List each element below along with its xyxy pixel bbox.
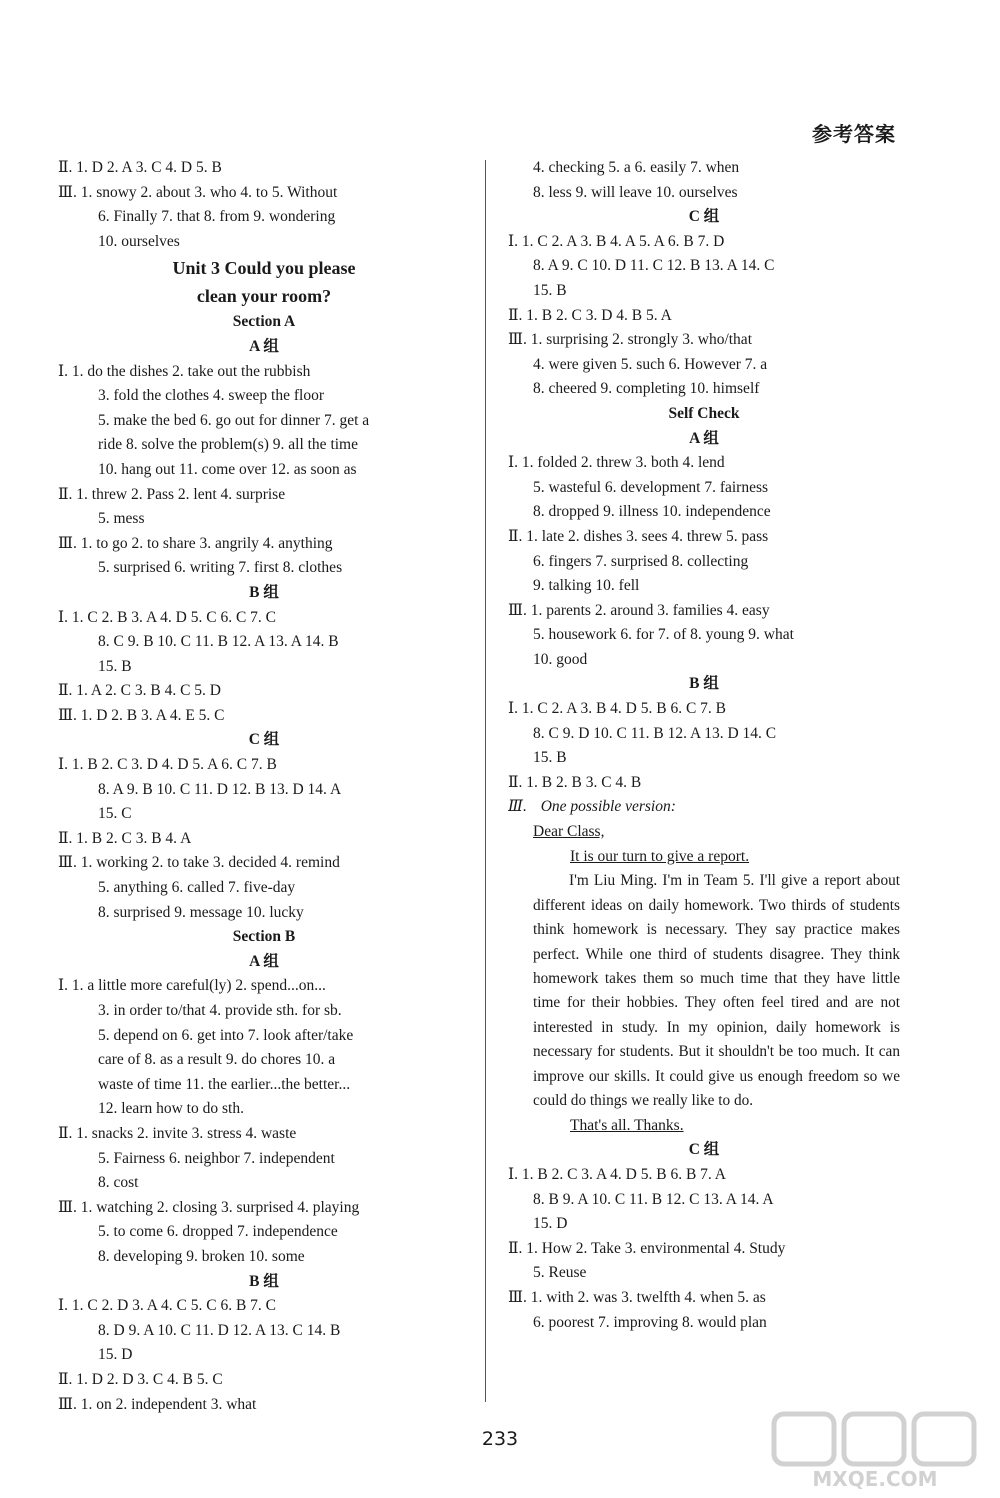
answer-line: Ⅲ. 1. on 2. independent 3. what [58,1395,257,1413]
answer-line: Ⅱ. 1. B 2. B 3. C 4. B [508,773,642,791]
answer-line: 8. A 9. B 10. C 11. D 12. B 13. D 14. A [98,780,342,798]
answer-line: 5. mess [98,510,145,528]
answer-line: 8. C 9. D 10. C 11. B 12. A 13. D 14. C [533,724,777,742]
answer-line: Ⅰ. 1. folded 2. threw 3. both 4. lend [508,454,725,472]
right-answer-column [508,156,900,1335]
group-heading: Section B [232,928,296,946]
answer-line: 10. hang out 11. come over 12. as soon as [98,460,357,478]
answer-line: Ⅰ. 1. do the dishes 2. take out the rubbish [58,362,311,380]
answer-line: 5. make the bed 6. go out for dinner 7. get a [98,411,370,429]
answer-line: 15. B [533,281,567,299]
answer-line: Ⅱ. 1. threw 2. Pass 2. lent 4. surprise [58,485,286,503]
answer-line: 5. housework 6. for 7. of 8. young 9. what [533,626,794,644]
answer-line: Ⅲ. 1. parents 2. around 3. families 4. easy [508,601,770,619]
answer-line: 5. wasteful 6. development 7. fairness [533,478,769,496]
watermark-text: MXQE.COM [812,1467,938,1490]
answer-line: 12. learn how to do sth. [98,1100,244,1118]
answer-line: 8. dropped 9. illness 10. independence [533,503,771,521]
answer-line: Ⅲ. 1. D 2. B 3. A 4. E 5. C [58,706,225,724]
group-heading: B 组 [249,583,279,601]
watermark-logo [770,1410,980,1490]
answer-line: 8. D 9. A 10. C 11. D 12. A 13. C 14. B [98,1321,341,1339]
answer-line: Ⅱ. 1. snacks 2. invite 3. stress 4. waste [58,1124,297,1142]
essay-block [508,795,900,1138]
answer-line: 8. A 9. C 10. D 11. C 12. B 13. A 14. C [533,257,775,275]
essay-version-label: One possible version: [540,798,676,816]
answer-line: 8. surprised 9. message 10. lucky [98,903,304,921]
essay-heading: It is our turn to give a report. [570,847,750,865]
answer-line: 8. C 9. B 10. C 11. B 12. A 13. A 14. B [98,633,339,651]
answer-line: care of 8. as a result 9. do chores 10. a [98,1051,336,1069]
answer-line: 15. D [98,1346,133,1364]
answer-line: 6. fingers 7. surprised 8. collecting [533,552,749,570]
answer-line: Ⅰ. 1. a little more careful(ly) 2. spend...on... [58,977,326,995]
answer-line: Ⅲ. 1. watching 2. closing 3. surprised 4. playing [58,1198,360,1216]
answer-line: 8. B 9. A 10. C 11. B 12. C 13. A 14. A [533,1190,774,1208]
answer-line: Ⅰ. 1. C 2. D 3. A 4. C 5. C 6. B 7. C [58,1297,276,1315]
answer-line: Ⅱ. 1. B 2. C 3. B 4. A [58,829,192,847]
answer-line: Ⅱ. 1. D 2. D 3. C 4. B 5. C [58,1370,223,1388]
answer-line: 4. checking 5. a 6. easily 7. when [533,159,740,176]
page-header: 参考答案 [812,122,896,146]
group-heading: A 组 [249,952,279,970]
answer-line: 8. less 9. will leave 10. ourselves [533,183,738,201]
answer-line: Ⅰ. 1. C 2. B 3. A 4. D 5. C 6. C 7. C [58,608,276,626]
answer-line: 15. B [533,749,567,767]
answer-line: 5. Reuse [533,1264,587,1282]
group-heading: Self Check [668,404,740,422]
answer-line: 6. Finally 7. that 8. from 9. wondering [98,208,336,226]
answer-line: 10. good [533,650,588,668]
answer-line: 3. fold the clothes 4. sweep the floor [98,387,324,405]
answer-line: Ⅲ. 1. with 2. was 3. twelfth 4. when 5. as [508,1288,766,1306]
answer-line: 10. ourselves [98,232,180,250]
answer-line: 8. cost [98,1174,139,1192]
answer-line: Ⅲ. 1. to go 2. to share 3. angrily 4. anything [58,534,333,552]
essay-closing: That's all. Thanks. [570,1116,684,1134]
answer-line: Ⅰ. 1. B 2. C 3. A 4. D 5. B 6. B 7. A [508,1165,726,1183]
essay-body: I'm Liu Ming. I'm in Team 5. I'll give a report about different ideas on daily homework. Two thirds of students think homework is necessary. They say practice makes perfect. While one third of students disagree. They think homework takes them so much time that they have little time for their hobbies. They often feel tired and are not interested in study. In my opinion, daily homework is necessary for students. But it shouldn't be too much. It can improve our skills. It could give us enough freedom so we could do things we really like to do. [533,872,900,1110]
group-heading: A 组 [249,337,279,355]
answer-line: Ⅱ. 1. D 2. A 3. C 4. D 5. B [58,159,222,176]
essay-salutation: Dear Class, [533,823,605,841]
answer-line: 4. were given 5. such 6. However 7. a [533,355,768,373]
group-heading: C 组 [688,208,720,226]
right-column-answers-top [508,156,900,795]
answer-line: Ⅲ. 1. snowy 2. about 3. who 4. to 5. Without [58,183,338,201]
answer-line: Ⅱ. 1. late 2. dishes 3. sees 4. threw 5. pass [508,527,769,545]
right-column-answers-bottom [508,1138,900,1335]
answer-line: Ⅱ. 1. B 2. C 3. D 4. B 5. A [508,306,672,324]
answer-line: Ⅰ. 1. C 2. A 3. B 4. A 5. A 6. B 7. D [508,232,725,250]
unit-title: clean your room? [196,286,332,307]
group-heading: B 组 [249,1272,279,1290]
column-divider [485,160,486,1402]
group-heading: C 组 [248,731,280,749]
left-answer-column [58,156,470,1417]
answer-line: 5. surprised 6. writing 7. first 8. clothes [98,559,343,577]
answer-line: 9. talking 10. fell [533,577,640,595]
answer-line: 5. to come 6. dropped 7. independence [98,1223,338,1241]
group-heading: B 组 [689,675,719,693]
group-heading: A 组 [689,429,719,447]
answer-line: 5. anything 6. called 7. five-day [98,879,296,897]
answer-line: 8. cheered 9. completing 10. himself [533,380,760,398]
answer-line: 15. D [533,1215,568,1233]
unit-title: Unit 3 Could you please [172,258,356,279]
answer-line: Ⅰ. 1. B 2. C 3. D 4. D 5. A 6. C 7. B [58,756,277,774]
essay-section-label: Ⅲ. [508,798,527,816]
answer-line: waste of time 11. the earlier...the better... [98,1075,351,1093]
answer-line: Ⅲ. 1. working 2. to take 3. decided 4. remind [58,854,340,872]
group-heading: C 组 [688,1141,720,1159]
answer-line: 5. Fairness 6. neighbor 7. independent [98,1149,335,1167]
answer-line: Ⅱ. 1. How 2. Take 3. environmental 4. Study [508,1239,786,1257]
answer-line: 15. B [98,657,132,675]
answer-line: 3. in order to/that 4. provide sth. for sb. [98,1002,342,1019]
answer-line: Ⅰ. 1. C 2. A 3. B 4. D 5. B 6. C 7. B [508,700,726,718]
group-heading: Section A [232,313,296,331]
page-number: 233 [481,1428,519,1450]
essay-version-row [508,795,900,820]
answer-line: 8. developing 9. broken 10. some [98,1247,305,1265]
answer-line: 15. C [98,805,132,823]
answer-line: Ⅲ. 1. surprising 2. strongly 3. who/that [508,331,752,349]
answer-line: ride 8. solve the problem(s) 9. all the time [98,436,358,454]
answer-line: 5. depend on 6. get into 7. look after/take [98,1026,354,1044]
answer-line: 6. poorest 7. improving 8. would plan [533,1313,767,1331]
answer-line: Ⅱ. 1. A 2. C 3. B 4. C 5. D [58,682,221,700]
